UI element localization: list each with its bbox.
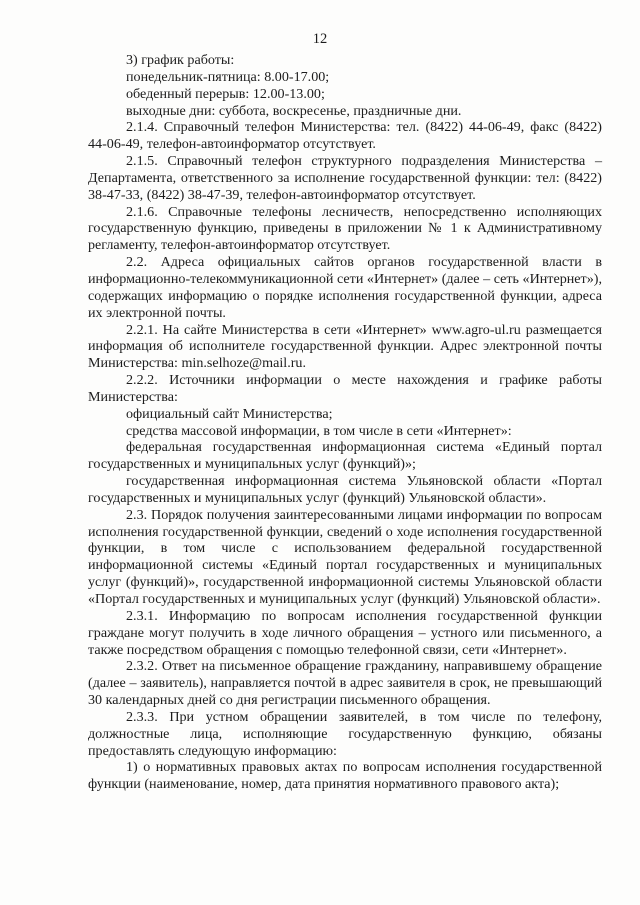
paragraph: 2.1.5. Справочный телефон структурного подразделения Министерства – Департамента, ответственного за исполнение государственной функции: тел: (8422) 38-47-33, (8422) 38-47-39, телефон-автоинформатор отсутствует. (88, 153, 602, 203)
paragraph: выходные дни: суббота, воскресенье, праздничные дни. (126, 102, 462, 119)
document-body (88, 52, 602, 793)
paragraph: 2.1.4. Справочный телефон Министерства: тел. (8422) 44-06-49, факс (8422) 44-06-49, телефон-автоинформатор отсутствует. (88, 119, 602, 153)
paragraph: 2.3.2. Ответ на письменное обращение гражданину, направившему обращение (далее – заявитель), направляется почтой в адрес заявителя в срок, не превышающий 30 календарных дней со дня регистрации письменного обращения. (88, 658, 602, 709)
page-number: 12 (312, 31, 328, 47)
paragraph: обеденный перерыв: 12.00-13.00; (126, 85, 325, 102)
paragraph: средства массовой информации, в том числе в сети «Интернет»: (126, 422, 512, 439)
paragraph: 2.1.6. Справочные телефоны лесничеств, непосредственно исполняющих государственную функцию, приведены в приложении № 1 к Административному регламенту, телефон-автоинформатор отсутствует. (88, 203, 602, 254)
paragraph: 2.3.1. Информацию по вопросам исполнения государственной функции граждане могут получить в ходе личного обращения – устного или письменного, а также посредством обращения с помощью телефонной связи, сети «Интернет». (88, 607, 602, 658)
paragraph: 2.2.2. Источники информации о месте нахождения и графике работы Министерства: (88, 372, 602, 405)
paragraph: 2.3. Порядок получения заинтересованными лицами информации по вопросам исполнения государственной функции, сведений о ходе исполнения государственной функции, в том числе с использованием федеральной государственной информационной системы «Единый портал государственных и муниципальных услуг (функций)», государственной информационной системы Ульяновской области «Портал государственных и муниципальных услуг (функций) Ульяновской области». (88, 506, 602, 607)
paragraph: 2.2. Адреса официальных сайтов органов государственной власти в информационно-телекоммуникационной сети «Интернет» (далее – сеть «Интернет»), содержащих информацию о порядке исполнения государственной функции, адреса их электронной почты. (88, 254, 602, 321)
paragraph: официальный сайт Министерства; (126, 405, 333, 422)
paragraph: 3) график работы: (126, 52, 235, 68)
paragraph: 1) о нормативных правовых актах по вопросам исполнения государственной функции (наименование, номер, дата принятия нормативного правового акта); (88, 759, 602, 793)
paragraph: 2.3.3. При устном обращении заявителей, в том числе по телефону, должностные лица, исполняющие государственную функцию, обязаны предоставлять следующую информацию: (88, 708, 602, 759)
paragraph: понедельник-пятница: 8.00-17.00; (126, 68, 330, 85)
paragraph: государственная информационная система Ульяновской области «Портал государственных и муниципальных услуг (функций) Ульяновской области». (88, 473, 602, 506)
paragraph: федеральная государственная информационная система «Единый портал государственных и муниципальных услуг (функций)»; (88, 439, 602, 473)
paragraph: 2.2.1. На сайте Министерства в сети «Интернет» www.agro-ul.ru размещается информация об исполнителе государственной функции. Адрес электронной почты Министерства: min.selhoze@mail.ru. (88, 321, 602, 372)
